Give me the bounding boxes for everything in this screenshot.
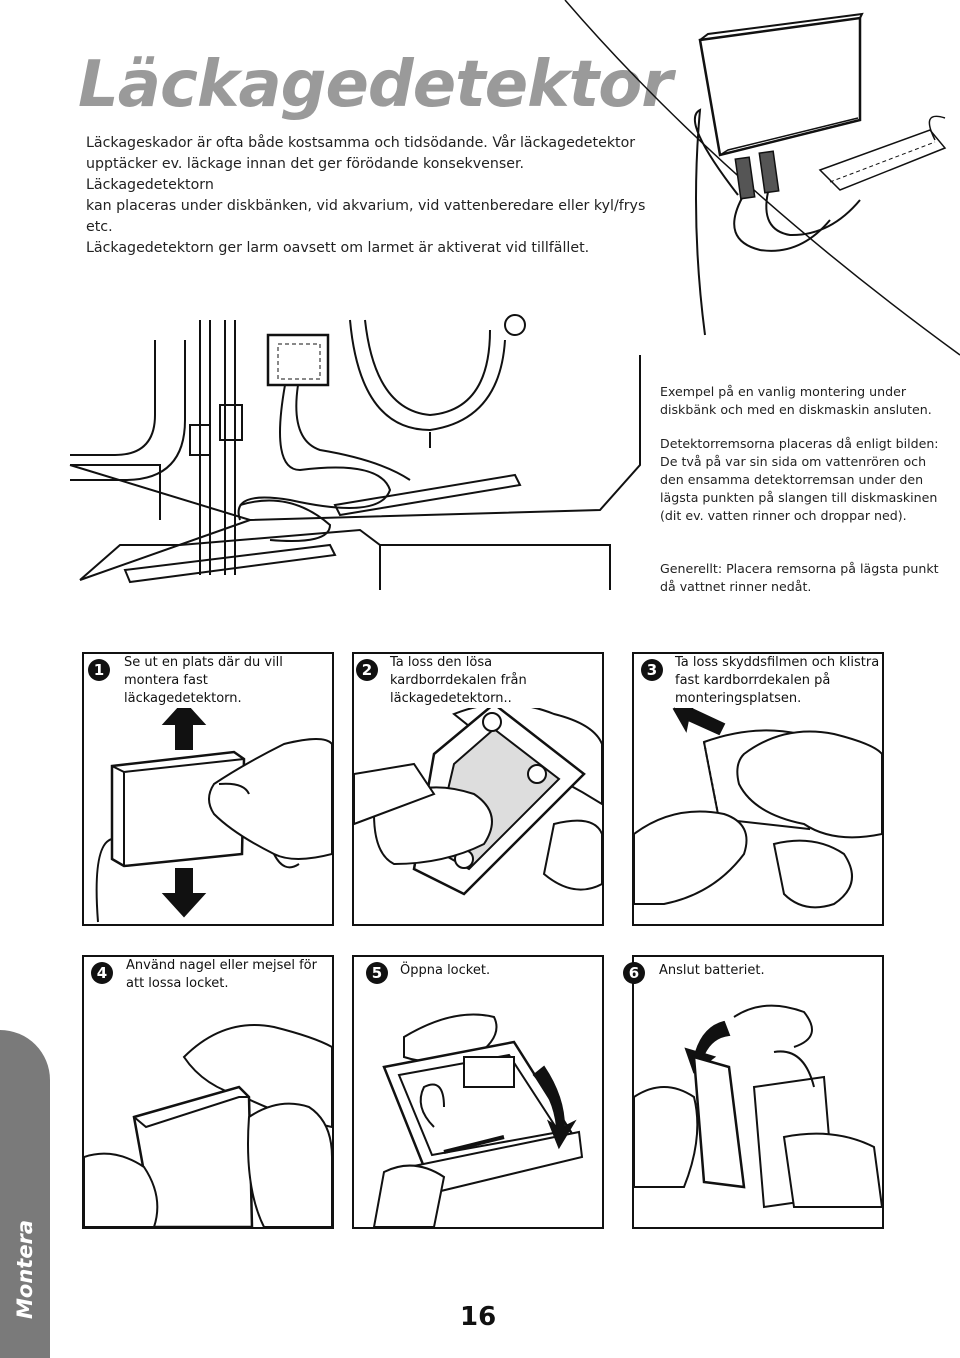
general-caption — [660, 560, 950, 610]
detector-caption — [660, 435, 950, 539]
intro-line: Läckagedetektorn ger larm oavsett om larmet är aktiverat vid tillfället. — [86, 240, 590, 256]
detector-text: Detektorremsorna placeras då enligt bilden: De två på var sin sida om vattenrören och den ensamma detektorremsan under den lägsta punkten på slangen till diskmaskinen (dit ev. vatten rinner och droppar ned). — [660, 436, 939, 523]
step-3-text: Ta loss skyddsfilmen och klistra fast kardborrdekalen på monteringsplatsen. — [675, 655, 880, 706]
step-4-number-badge: 4 — [91, 962, 113, 984]
page-title: Läckagedetektor — [78, 48, 672, 122]
step-4-illustration — [84, 957, 332, 1227]
section-side-label: Montera — [13, 1219, 37, 1319]
intro-line: kan placeras under diskbänken, vid akvarium, vid vattenberedare eller kyl/frys etc. — [86, 198, 646, 235]
step-4-text: Använd nagel eller mejsel för att lossa locket. — [126, 957, 326, 993]
step-6-illustration — [634, 957, 882, 1227]
example-caption — [660, 383, 950, 433]
step-6-number-badge: 6 — [623, 962, 645, 984]
step-5-number-badge: 5 — [366, 962, 388, 984]
step-1-number-badge: 1 — [88, 659, 110, 681]
step-1-text: Se ut en plats där du vill montera fast läckagedetektorn. — [124, 654, 324, 708]
page-number: 16 — [460, 1302, 497, 1332]
step-4-panel — [82, 955, 334, 1229]
step-6-panel — [632, 955, 884, 1229]
step-6-text: Anslut batteriet. — [659, 962, 849, 980]
under-sink-illustration — [0, 0, 960, 640]
example-text: Exempel på en vanlig montering under diskbänk och med en diskmaskin ansluten. — [660, 384, 932, 417]
general-text: Generellt: Placera remsorna på lägsta punkt då vattnet rinner nedåt. — [660, 561, 939, 594]
step-2-text: Ta loss den lösa kardborrdekalen från läckagedetektorn.. — [390, 654, 595, 708]
step-2-number-badge: 2 — [356, 659, 378, 681]
step-5-illustration — [354, 957, 602, 1227]
step-5-panel — [352, 955, 604, 1229]
intro-line: Läckageskador är ofta både kostsamma och tidsödande. Vår läckagedetektor — [86, 135, 636, 151]
intro-line: upptäcker ev. läckage innan det ger förödande konsekvenser. Läckagedetektorn — [86, 156, 525, 193]
step-3-number-badge: 3 — [641, 659, 663, 681]
step-5-text: Öppna locket. — [400, 962, 590, 980]
